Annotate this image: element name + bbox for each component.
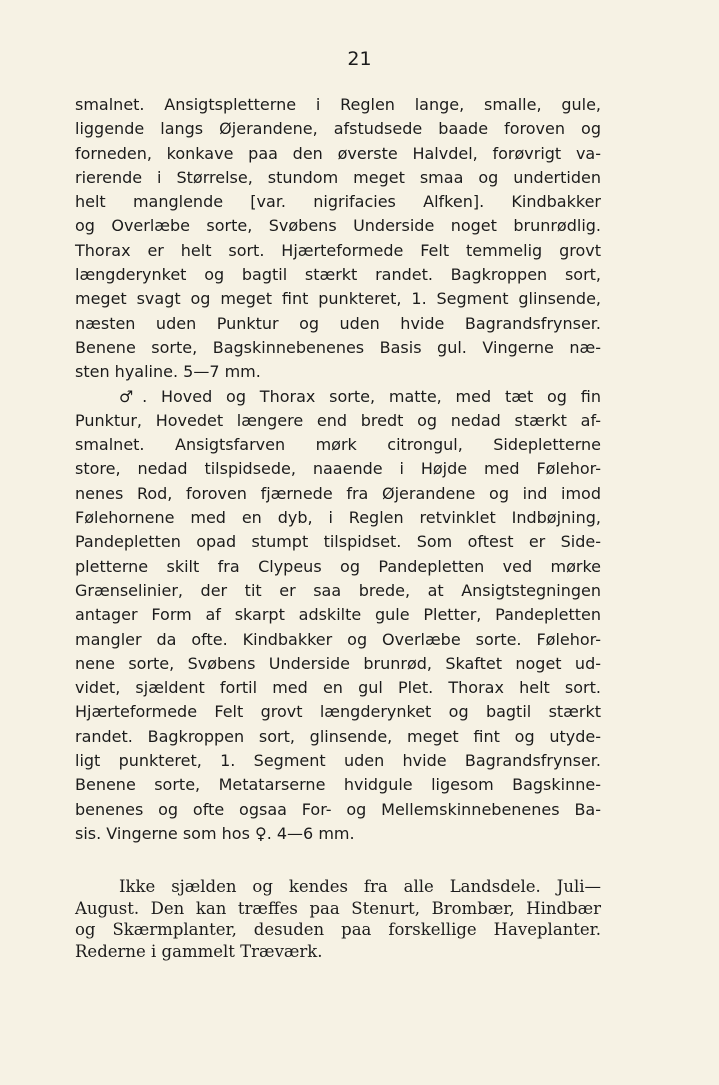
text-line: Benene sorte, Bagskinnebenenes Basis gul. Vingerne næ- [75, 337, 601, 357]
text-line: nenes Rod, foroven fjærnede fra Øjerandene og ind imod [75, 483, 601, 503]
text-line: smalnet. Ansigtsfarven mørk citrongul, Sidepletterne [75, 435, 601, 455]
text-line: August. Den kan træffes paa Stenurt, Brombær, Hindbær [75, 898, 601, 918]
distribution-note [75, 876, 601, 962]
text-line: Pandepletten opad stumpt tilspidset. Som oftest er Side- [75, 532, 601, 552]
body-text [75, 93, 601, 846]
text-line: rierende i Størrelse, stundom meget smaa og undertiden [75, 167, 601, 187]
text-line: og Overlæbe sorte, Svøbens Underside noget brunrødlig. [75, 216, 601, 236]
text-line: Benene sorte, Metatarserne hvidgule ligesom Bagskinne- [75, 775, 601, 795]
text-line: videt, sjældent fortil med en gul Plet. Thorax helt sort. [75, 678, 601, 698]
text-line: Rederne i gammelt Træværk. [75, 941, 323, 961]
text-line: pletterne skilt fra Clypeus og Pandepletten ved mørke [75, 556, 601, 576]
text-line: næsten uden Punktur og uden hvide Bagrandsfrynser. [75, 313, 601, 333]
text-line: Hjærteformede Felt grovt længderynket og bagtil stærkt [75, 702, 601, 722]
text-line: helt manglende [var. nigrifacies Alfken]. Kindbakker [75, 192, 601, 212]
page-number: 21 [347, 48, 372, 70]
text-line: antager Form af skarpt adskilte gule Pletter, Pandepletten [75, 605, 601, 625]
text-line: sis. Vingerne som hos ♀. 4—6 mm. [75, 823, 355, 843]
text-line: liggende langs Øjerandene, afstudsede baade foroven og [75, 119, 601, 139]
text-line: smalnet. Ansigtspletterne i Reglen lange, smalle, gule, [75, 95, 601, 114]
text-line: benenes og ofte ogsaa For- og Mellemskinnebenenes Ba- [75, 799, 601, 819]
text-line: længderynket og bagtil stærkt randet. Bagkroppen sort, [75, 265, 601, 285]
text-line: Følehornene med en dyb, i Reglen retvinklet Indbøjning, [75, 508, 601, 528]
text-line: store, nedad tilspidsede, naaende i Højde med Følehor- [75, 459, 601, 479]
text-line: nene sorte, Svøbens Underside brunrød, Skaftet noget ud- [75, 653, 601, 673]
text-line: randet. Bagkroppen sort, glinsende, meget fint og utyde- [75, 726, 601, 746]
text-line: ♂. Hoved og Thorax sorte, matte, med tæt og fin [119, 386, 601, 406]
text-line: sten hyaline. 5—7 mm. [75, 362, 261, 382]
text-line: Thorax er helt sort. Hjærteformede Felt temmelig grovt [75, 240, 601, 260]
text-line: mangler da ofte. Kindbakker og Overlæbe sorte. Følehor- [75, 629, 601, 649]
text-line: forneden, konkave paa den øverste Halvdel, forøvrigt va- [75, 143, 601, 163]
text-line: meget svagt og meget fint punkteret, 1. Segment glinsende, [75, 289, 601, 309]
text-line: ligt punkteret, 1. Segment uden hvide Bagrandsfrynser. [75, 751, 601, 771]
text-line: Grænselinier, der tit er saa brede, at Ansigtstegningen [75, 580, 601, 600]
text-line: og Skærmplanter, desuden paa forskellige Haveplanter. [75, 920, 601, 939]
text-line: Ikke sjælden og kendes fra alle Landsdele. Juli— [119, 877, 601, 896]
text-line: Punktur, Hovedet længere end bredt og nedad stærkt af- [75, 410, 601, 430]
